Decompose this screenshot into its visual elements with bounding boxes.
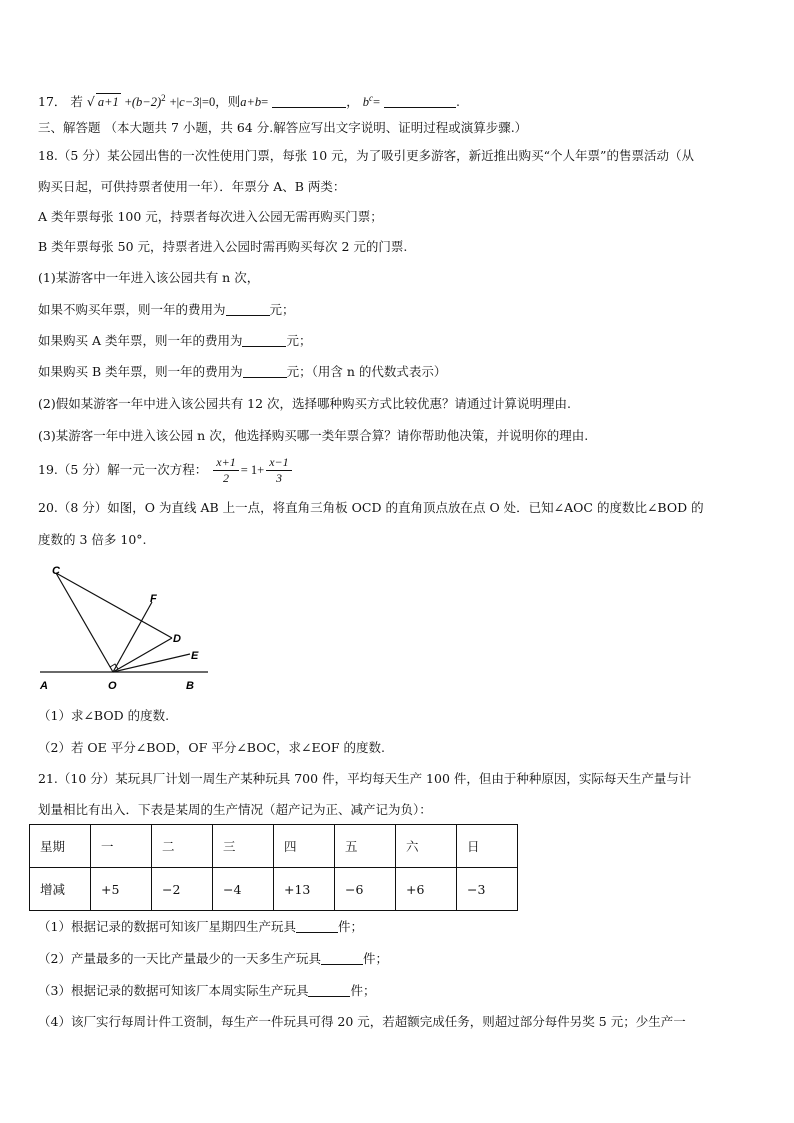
label-a: A	[40, 680, 48, 692]
q18-part1: (1)某游客中一年进入该公园共有 n 次，	[38, 270, 260, 285]
q18-line3: A 类年票每张 100 元，持票者每次进入公园无需再购买门票；	[38, 209, 383, 224]
q21-line2: 划量相比有出入．下表是某周的生产情况（超产记为正、减产记为负）：	[38, 802, 432, 817]
q18-part2: (2)假如某游客一年中进入该公园共有 12 次，选择哪种购买方式比较优惠？请通过计算说明理由.	[38, 396, 572, 411]
q18-part3: (3)某游客一年中进入该公园 n 次，他选择购买哪一类年票合算？请你帮助他决策，并说明你的理由.	[38, 428, 589, 443]
abs-bar-right: |	[199, 95, 202, 110]
q17-blank-2[interactable]	[384, 95, 456, 108]
q17-line	[38, 90, 460, 110]
q21-sub1-text: （1）根据记录的数据可知该厂星期四生产玩具	[38, 919, 296, 934]
q21-sub2	[38, 951, 388, 967]
table-day: 三	[213, 825, 274, 868]
q17-eq2: =	[261, 95, 269, 110]
q21-blank-3[interactable]	[308, 984, 350, 997]
table-value: +13	[274, 868, 335, 911]
q19-rhs-num: x−1	[266, 455, 291, 471]
q19-mid: = 1+	[240, 463, 265, 477]
q19-lhs-frac	[213, 455, 238, 486]
q19-lhs-num: x+1	[213, 455, 238, 471]
q21-sub4: （4）该厂实行每周计件工资制，每生产一件玩具可得 20 元，若超额完成任务，则超过部分每件另奖 5 元；少生产一	[38, 1014, 686, 1029]
table-header-label: 星期	[30, 825, 91, 868]
q21-sub1	[38, 919, 363, 935]
q17-c: c	[368, 93, 373, 103]
q21-sub3-text: （3）根据记录的数据可知该厂本周实际生产玩具	[38, 983, 309, 998]
table-day: 六	[396, 825, 457, 868]
q20-line1: 20.（8 分）如图，O 为直线 AB 上一点，将直角三角板 OCD 的直角顶点放在点 O 处．已知∠AOC 的度数比∠BOD 的	[38, 500, 704, 515]
q20-line2: 度数的 3 倍多 10°.	[38, 532, 147, 547]
label-c: C	[52, 565, 60, 577]
table-value: +5	[91, 868, 152, 911]
table-value: −3	[457, 868, 518, 911]
q18-blank-1[interactable]	[226, 303, 270, 316]
q19-lhs-den: 2	[223, 471, 230, 485]
q17-abs-arg: c−3	[179, 95, 200, 110]
sqrt-sign: √	[86, 94, 95, 110]
segment-cd	[56, 573, 172, 638]
q18-sub1c-text: 如果购买 B 类年票，则一年的费用为	[38, 364, 243, 379]
table-value: −2	[152, 868, 213, 911]
q17-paren: (b−2)	[131, 95, 162, 110]
table-day: 一	[91, 825, 152, 868]
abs-bar-left: |	[176, 95, 180, 110]
table-day: 二	[152, 825, 213, 868]
q18-sub1a-text: 如果不购买年票，则一年的费用为	[38, 302, 226, 317]
q18-blank-3[interactable]	[243, 365, 287, 378]
label-e: E	[191, 650, 199, 662]
ray-of	[113, 602, 152, 672]
section-heading: 三、解答题 （本大题共 7 小题，共 64 分.解答应写出文字说明、证明过程或演算步骤.）	[38, 120, 528, 135]
q18-sub1b	[38, 333, 312, 349]
q18-sub1c	[38, 364, 446, 380]
table-value: +6	[396, 868, 457, 911]
q21-blank-1[interactable]	[296, 920, 338, 933]
q18-sub1b-text: 如果购买 A 类年票，则一年的费用为	[38, 333, 243, 348]
q18-blank-2[interactable]	[242, 334, 286, 347]
q19-text: 19.（5 分）解一元一次方程：	[38, 462, 208, 477]
q17-sqrt-arg: a+1	[97, 95, 119, 110]
q21-blank-2[interactable]	[321, 952, 363, 965]
label-b: B	[186, 680, 194, 692]
q19-line	[38, 453, 294, 487]
q17-text: 若	[70, 94, 83, 110]
q18-sub1b-end: 元；	[286, 333, 312, 348]
q18-line1: 18.（5 分）某公园出售的一次性使用门票，每张 10 元，为了吸引更多游客，新近推出购买“个人年票”的售票活动（从	[38, 148, 694, 163]
table-row	[30, 825, 518, 868]
q18-sub1a-end: 元；	[269, 302, 295, 317]
q21-sub1-end: 件；	[337, 919, 363, 934]
label-f: F	[150, 593, 157, 605]
geometry-figure	[30, 560, 220, 695]
q17-plus2: +	[169, 95, 177, 110]
q21-sub3	[38, 983, 375, 999]
table-row	[30, 868, 518, 911]
q18-sub1c-end: 元；（用含 n 的代数式表示）	[286, 364, 447, 379]
label-d: D	[173, 633, 181, 645]
q21-sub2-end: 件；	[362, 951, 388, 966]
q21-sub2-text: （2）产量最多的一天比产量最少的一天多生产玩具	[38, 951, 321, 966]
ray-oc	[56, 573, 113, 672]
q21-sub3-end: 件；	[350, 983, 376, 998]
q17-b: b	[362, 95, 369, 110]
table-day: 五	[335, 825, 396, 868]
q19-rhs-den: 3	[275, 471, 282, 485]
q17-plus: +	[124, 95, 132, 110]
q17-blank-1[interactable]	[272, 95, 346, 108]
q18-line2: 购买日起，可供持票者使用一年）．年票分 A、B 两类：	[38, 179, 346, 194]
q17-eq: =0，则	[201, 95, 241, 110]
q17-sep: ，	[346, 94, 359, 110]
q20-part2: （2）若 OE 平分∠BOD，OF 平分∠BOC，求∠EOF 的度数.	[38, 740, 385, 755]
table-day: 日	[457, 825, 518, 868]
table-value: −4	[213, 868, 274, 911]
table-row-label: 增减	[30, 868, 91, 911]
q18-sub1a	[38, 302, 295, 318]
q21-line1: 21.（10 分）某玩具厂计划一周生产某种玩具 700 件，平均每天生产 100 件，但由于种种原因，实际每天生产量与计	[38, 771, 692, 786]
q18-line4: B 类年票每张 50 元，持票者进入公园时需再购买每次 2 元的门票.	[38, 239, 408, 254]
q20-part1: （1）求∠BOD 的度数.	[38, 708, 170, 723]
q17-eq3: =	[372, 95, 381, 110]
table-day: 四	[274, 825, 335, 868]
ray-oe	[113, 654, 190, 672]
q19-rhs-frac	[266, 455, 291, 486]
q17-sup: 2	[161, 93, 166, 103]
label-o: O	[108, 680, 117, 692]
q17-ab: a+b	[240, 95, 262, 110]
q17-end: .	[456, 94, 460, 110]
table-value: −6	[335, 868, 396, 911]
q17-number: 17．	[38, 94, 67, 110]
production-table	[29, 824, 518, 911]
